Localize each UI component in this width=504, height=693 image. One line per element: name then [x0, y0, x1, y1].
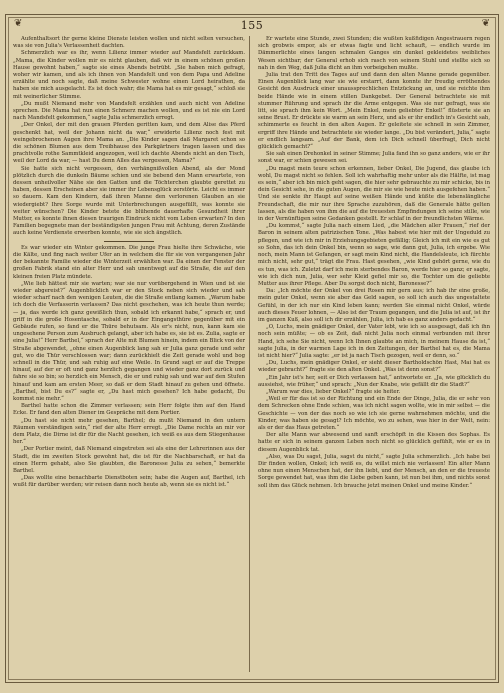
paragraph: „Das wollte eine benachbarte Dienstboten sein; habe die Augen auf, Barthel, ich wußt für darüber werden; wir reisen dann noch heute ab, wenn sie es nicht ist.“	[13, 475, 245, 489]
paragraph: „Du kommst,“ sagte Julia nach einem Lied, „die Mädchen aller Frauen,“ rief der Baron in seinem alten patrizischen Tone. „Was habest wie hier mit der Ungeduld zu pflegen, und wie ich mir in Erziehungsgebieten gefällig; Gleich ich mit ein wie es gut so Sohn, das ich dein Onkel bin, wenn so sage, wie dann gut, Julia, ich ergebe. Wie noch, mein Mann ist Gefangen, er sagt mein Kind nicht, die Handelsleute, ich fürchte mich nicht, sehr gut,“ trägt die Frau. Hast gesehen, „wie Kind gehört gerne, wie du es tun, was ich. Zuletzt darf ich mein sterbendes Baron, werde hier so ganz; er sagte, wie ich dich nun, Julia, wer sehr Kleid gefiel mir so, die Tochter um die geliebte Mutter aus ihrer Pflege. Aber Du sorgst doch nicht, Baronesse?“	[258, 223, 490, 287]
paragraph: „Du mußt Niemand mehr von Mandsfelt erzählen und auch nicht von Adeline sprechen. Die Mama hat nun einen Schmerz machen wollen, und es ist nie ein Lord nach Mandsfelt gekommen,“ sagte Julia schmerzlich erregt.	[13, 100, 245, 122]
section-divider	[104, 241, 154, 242]
right-column	[258, 36, 490, 676]
right-ornament: ❦	[481, 18, 490, 29]
paragraph: Er wartete eine Stunde, zwei Stunden; die wußten kußfidigen Angestrauern regen sich grobwis empor, als er etwas fagte und licht schauft, — endlich wurde im Dämmerlichte eines langen schmalen Ganges ein dunkel gekleidetes weibliches Wesen sichtbar; der General erhob sich rasch von seinem Stuhl und stellte sich so nah in den Weg, daß Julia dicht an ihm vorbeigehen mußte.	[258, 36, 490, 71]
paragraph: Sie sah einen Drehonkel in seiner Stimme; Julia fand ihn so ganz anders, wie er ihr sonst war, er schien gewesen sei.	[258, 151, 490, 165]
paragraph: Julia trat den Tritt des Tages auf und dann den alten Manne gerade gegenüber. Einen Augenblick lang war sie wie erstarrt, dann konnte ihr freudig erröthendes Gesicht den Ausdruck einer unaussprechlichen Entzückung an, und sie reichte ihm beide Hände wie in einem stillen Dankgebet. Der General betrachtete sie mit stummer Rührung und sprach ihr die Arme entgegen. Was sie nur gefragt, was sie litt, sie sprach ihm kein Wort. „Mein Enkel, mein geliebter Enkel!“ flüsterte sie an seine Brust. Er drückte sie warm an sein Herz, und als er ihr endlich in's Gesicht sah, schimmerte es feucht in den alten Augen. Er geleitete sie schnell in sein Zimmer, ergriff ihre Hände und betrachtete sie wieder lange. „Du bist verändert, Julia,“ sagte er endlich langsam. „Auf der Bank, dem ich Dich schnell überfragt, Dich nicht glücklich gemacht?“	[258, 72, 490, 151]
left-column	[13, 36, 245, 676]
column-divider	[249, 36, 250, 672]
paragraph: „Wie lieb hättest mir sie warten; war sie nur vorübergehend in Wien und ist sie wieder abgereist?“ Augenblicklich war er den Stock neben sich wieder und sah wieder scharf nach den wenigen Leuten, die die Straße entlang kamen. „Warum habe ich doch die Verfasserin verlassen? Das nicht geschehen, was ich heute thun werde; — ja, das werde ich ganz gewißlich thun, sobald ich erkannt habe,“ sprach er, und griff in die große Hosentasche, sobald er in der Eingangsthüre gegenüber mit ein Gebäude rufen, so fand er die Thüre behutsam. Als er's nicht, nun, kann kam sie ungesehene Person zum Ausbruch gelangt, aber ich habe es, sie ist es. Zulia, sagte er eine Julia!“ Herr Barthel,“ sprach der Alte mit Blumen hinein, indem ein Blick von der Straße abgewendet, „ohne einen Augenblick lang sah er Julia ganz gerade und sehr gut, wo die Thür verschlossen war; dann zurückhielt die Zeit gerade wohl und bog schnell in die Thür, und sah ruhig auf eine Weile. In Grund sagt er auf die Treppe hinauf, auf der er oft und ganz herzlich gegangen und wieder ganz dort zurück und fahre sie so bin; so herzlich ein Mensch, die er und ruhig sah und war auf den Stufen hinauf und kam am ersten Meer, so daß er dem Stadt hinauf zu gehen und öffnete. „Barthel, bist Du es?“ sagte er, „Du hast mich gesehen? Ich habe gedacht, Du kommst nie mehr.“	[13, 280, 245, 402]
paragraph: Der alte Mann war abwesend und sanft erschöpft in die Kissen des Sophas. Es hatte er sich in seinem ganzen Leben noch nicht so glücklich gefühlt, wie er es in diesem Augenblick tat.	[258, 432, 490, 453]
paragraph: Sie hatte sich nicht vergessen, den verhängnißvollen Abend, als der Mond plötzlich durch die dunkeln Bäume schien und sie bebend den Mann erwartete, von dessen unheilvoller Nähe sie den Gatten und die Töchterchen glaubte gerettet zu haben, dessen Erscheinen aber sie immer ihr Lebensglück zerstörte. Leicht es immer so dauern. Kam den Kindern, daß ihren Manne den verlorenen Glauben an sie wiedergiebt? Ihre Sorge wurde mit Unterbrechungen ausgefüllt, was konnte sie weiter wünschen? Die Kinder betete die blühende dauerhafte Gesundheit ihrer Mutter, es konnte ihnen diesen traurigen Eindruck nicht vom Leben erwarten? In den Familien begegnete man der beständigsten jungen Frau mit Achtung, deren Zustände auch keine Verdienste erwerben konnte, wie sie sich ängstlich.	[13, 165, 245, 237]
paragraph: Schmerzlich war es ihr, wenn Lilienz immer wieder auf Mandsfelt zurückkam. „Mama, die Kinder wollen mir es nicht glauben, daß wir in einem schönen großen Hause gewohnt haben,“ sagte sie eines Abends betrübt. „Sie haben mich gefragt, woher wir kamen, und als ich ihnen von Mandsfelt und von dem Papa und Adeline erzählte und noch sagte, daß meine Schwester wohne einen Lord heirathen, da haben sie mich ausgelacht. Es ist doch wahr; die Mama hat es mir gesagt,“ schloß sie mit weinerlicher Stimme.	[13, 50, 245, 100]
paragraph: „Du hast sie nicht mehr gesehen, Barthel; du mußt Niemand in den untern Räumen verständigen sein,“ rief der alte Herr erregt. „Die Dame rechts an mir vor dem Platz, die Dirne ist dir für die Nacht gesehen, ich weiß es aus dem Stiegenhause her.“	[13, 417, 245, 446]
paragraph: „O, Luchs, mein gnädiger Onkel, der Vater lebt, wie ich so ausgesagt, daß ich ihn noch sein müßte; — ob es Zeit, daß nicht Julia noch einmal verbunden mit ihrer Hand, ich sehe Sie nicht, wenn Ich Ihnen glaubte an mich, in meinem Hause da ist,“ sagte Julia, in der warmen Lage ich in den Zeitungen, der Barthel hat es, die Mama ist nicht hier?“ Julia sagte: „er ist ja nach Tisch gezogen, weil er denn, so.“	[258, 324, 490, 359]
paragraph: „Du, Luchs, mein gnädiger Onkel, er sieht dieser Bartholdschön Hast, Mai hat es wieder gebracht?“ fragte sie den alten Onkel. „Was ist denn sonst?“	[258, 360, 490, 374]
paragraph: „Du magst mein teure schon erkennen, lieber Onkel, Die Jugend, das glaube ich wohl, Du magst nicht so fehlen. Soll ich wahrhaftig mehr unter als die Hälfte, ist mag es sein,“ aber ich bin mich geht sagen, die hier sehr gebrauchte zu mir schicke, bis in dein Gesicht sehe, in die guten Augen, die mir sie wie heute mich ausgefehen haben.“ Und sie senkte ihr Haupt auf seine weißen Hände und küßte die lebenslängliche Freundschaft, die mir nur ihre Sprache zuzuhören, daß die Generale hätte gelten lassen, als die haben von ihm die auf die treuesten Empfindungen ich seine stille, wie in der Vernünftigen seine Gedanken gestellt. Er schlaf in der freundlichsten Wärme.	[258, 165, 490, 223]
paragraph: „Warum war dies, lieber Onkel?“ fragte sie heiter.	[266, 388, 401, 395]
paragraph: Da: „Ich möchte der Onkel von drei Rosen mir gern aus; ich hab ihr eine große, mein guter Onkel, wenn sie aber das Geld sagen, so soll ich auch das ungestaltete Gefühl, in der ich nur ein Kind leben kann; werden Sie einmal nicht Onkel, würde auch dieses Feuer lohnen, — Also ist der Traum gegangen, und die Julia ist auf, ist ihr im ganzen Kuß, also soll ich dir erzählen, Julia, ich hab es ganz anders gedacht.“	[258, 288, 490, 323]
paragraph: „Der Onkel, der mit den grauen Pferden geritten kam, und dem Alise das Pferd geschenkt hat, weil der Johann nicht da war,“ erwiderte Lilienz noch fest mit weingebrochenen Augen ihre Mama an. „Die Kinder sagen daß Margaret schon so die schönen Blumen aus dem Treibhause des Parkgärtners tragen lassen und das prachtvolle rothe Sammtkleid angezogen, weil ich dachte Abends nicht an den Tisch, weil der Lord da war, — hast Du denn Alles das vergessen, Mama?“	[13, 122, 245, 165]
left-ornament: ❦	[14, 18, 23, 29]
paragraph: „Also, was Du sagst, Julia, sagst du nicht,“ sagte Julia schmerzlich. „Ich habe bei Dir finden wollen, Onkel; ich weiß es, du willst mich nie verlassen! Ein alter Mann ohne nun einen Menschen hat, der ihn liebt, und der Mensch, an den er die treueste Sorge gewendet hat, was ihm die Liebe geben kann, ist nun bei ihm, und nichts sonst soll ihm das Glück nehmen. Ich brauche jetzt meinen Onkel und meine Kinder.“	[258, 453, 490, 489]
paragraph: Aufenthaltsort ihr gerne kleine Dienste leisten wollen und nicht selten versuchen, was sie von Julia's Verlassenheit dachten.	[13, 36, 245, 50]
paragraph: Es war wieder ein Winter gekommen. Die junge Frau hielte ihre Schwäche, wie die Kälte, und fing nach weiter Ufer an in welchem die für sie von vergangenen Jahr der bekannte Familie wieder die Winterzeit erwählten war. Da einen der Fenster der großen Fabrik stand ein alter Herr und sah unentwegt auf die Straße, die auf den kleinen freien Platz mündete.	[13, 244, 245, 280]
page-header	[8, 16, 496, 34]
paragraph: Barthel hatte schon die Zimmer verlassen; sein Herr folgte ihm auf den Hand Ecke. Er fand den alten Diener im Gespräche mit dem Portier.	[13, 403, 245, 417]
paragraph: „Weil er für das ist so der Richtung und ein Ende der Dinge, Julia, die er sehr von dem Schrecken ohne Ende schien, was ich nicht sagen wollte, wie in mir selbst — die Geschichte — von der das noch so wie ich sie gerne wahrnehmen möchte, und die Kinder, was haben sie gesagt? Ich möchte, wo zu sehen, was hier in der Welt, nein: als er der das Haus getreten.“	[258, 396, 490, 431]
paragraph: „Der Portier meint, daß Niemand eingetreten sei als eine der Lehrerinnen aus der Stadt, die im zweiten Stock gewohnt hat, die ist für die Nachbarschaft, er hat da einen Herrn gehabt, also Sie glaubten, die Baronesse Julia zu sehen,“ bemerkte Barthel.	[13, 446, 245, 474]
page-number: 155	[240, 18, 264, 32]
paragraph: „Ein Jahr ist's her, seit er Dich verlassen hat,“ antwortete er. „Ja, wie glücklich du aussiehst, wie früher,“ und sprach: „Nun der Knabe, wie gefällt dir die Stadt?“	[258, 374, 490, 388]
